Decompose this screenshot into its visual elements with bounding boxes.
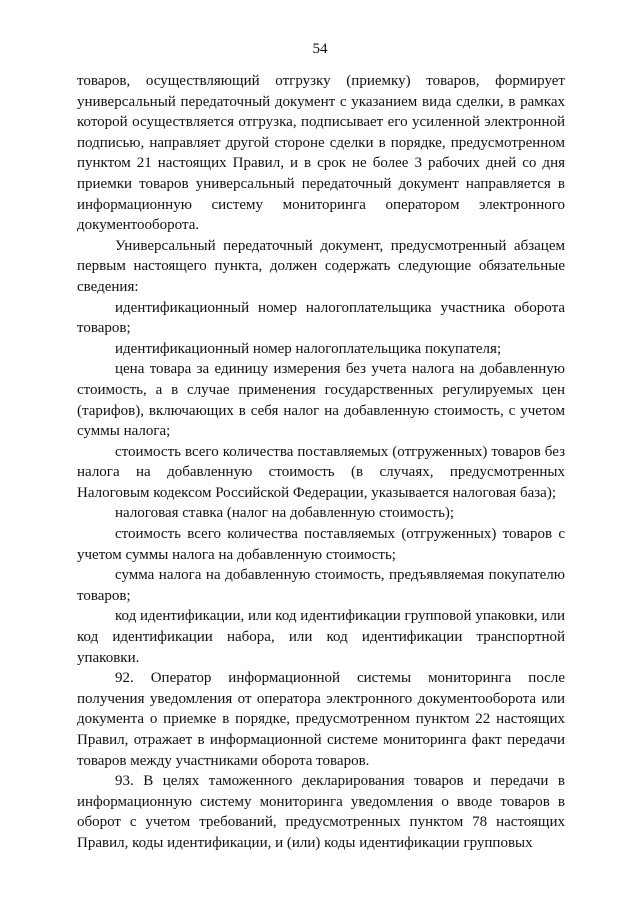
paragraph-upd-requirements: Универсальный передаточный документ, предусмотренный абзацем первым настоящего пункта, должен содержать следующие обязательные сведения: (77, 237, 565, 295)
list-item-tax-rate: налоговая ставка (налог на добавленную стоимость); (115, 505, 455, 522)
list-item-inn-buyer: идентификационный номер налогоплательщика покупателя; (115, 340, 502, 357)
paragraph-section-92: 92. Оператор информационной системы мониторинга после получения уведомления от оператора электронного документооборота или документа о приемке в порядке, предусмотренном пунктом 22 настоящих Правил, отражает в информационной системе мониторинга факт передачи товаров между участниками оборота товаров. (77, 670, 565, 769)
body-text (77, 71, 565, 854)
list-item-tax-amount: сумма налога на добавленную стоимость, предъявляемая покупателю товаров; (77, 567, 565, 604)
list-item-cost-with-tax: стоимость всего количества поставляемых (отгруженных) товаров с учетом суммы налога на добавленную стоимость; (77, 526, 565, 563)
paragraph-continuation: товаров, осуществляющий отгрузку (приемку) товаров, формирует универсальный передаточный документ с указанием вида сделки, в рамках которой осуществляется отгрузка, подписывает его усиленной электронной подписью, направляет другой стороне сделки в порядке, предусмотренном пунктом 21 настоящих Правил, и в срок не более 3 рабочих дней со дня приемки товаров универсальный передаточный документ направляется в информационную систему мониторинга оператором электронного документооборота. (77, 73, 565, 234)
list-item-cost-without-tax: стоимость всего количества поставляемых (отгруженных) товаров без налога на добавленную стоимость (в случаях, предусмотренных Налоговым кодексом Российской Федерации, указывается налоговая база); (77, 443, 565, 501)
list-item-inn-participant: идентификационный номер налогоплательщика участника оборота товаров; (77, 299, 565, 337)
list-item-identification-code: код идентификации, или код идентификации групповой упаковки, или код идентификации набора, или код идентификации транспортной упаковки. (77, 608, 565, 666)
page-number: 54 (312, 41, 328, 57)
list-item-unit-price: цена товара за единицу измерения без учета налога на добавленную стоимость, а в случае применения государственных регулируемых цен (тарифов), включающих в себя налог на добавленную стоимость, с учетом суммы налога; (77, 361, 565, 440)
paragraph-section-93: 93. В целях таможенного декларирования товаров и передачи в информационную систему мониторинга уведомления о вводе товаров в оборот с учетом требований, предусмотренных пунктом 78 настоящих Правил, коды идентификации, и (или) коды идентификации групповых (77, 773, 565, 851)
